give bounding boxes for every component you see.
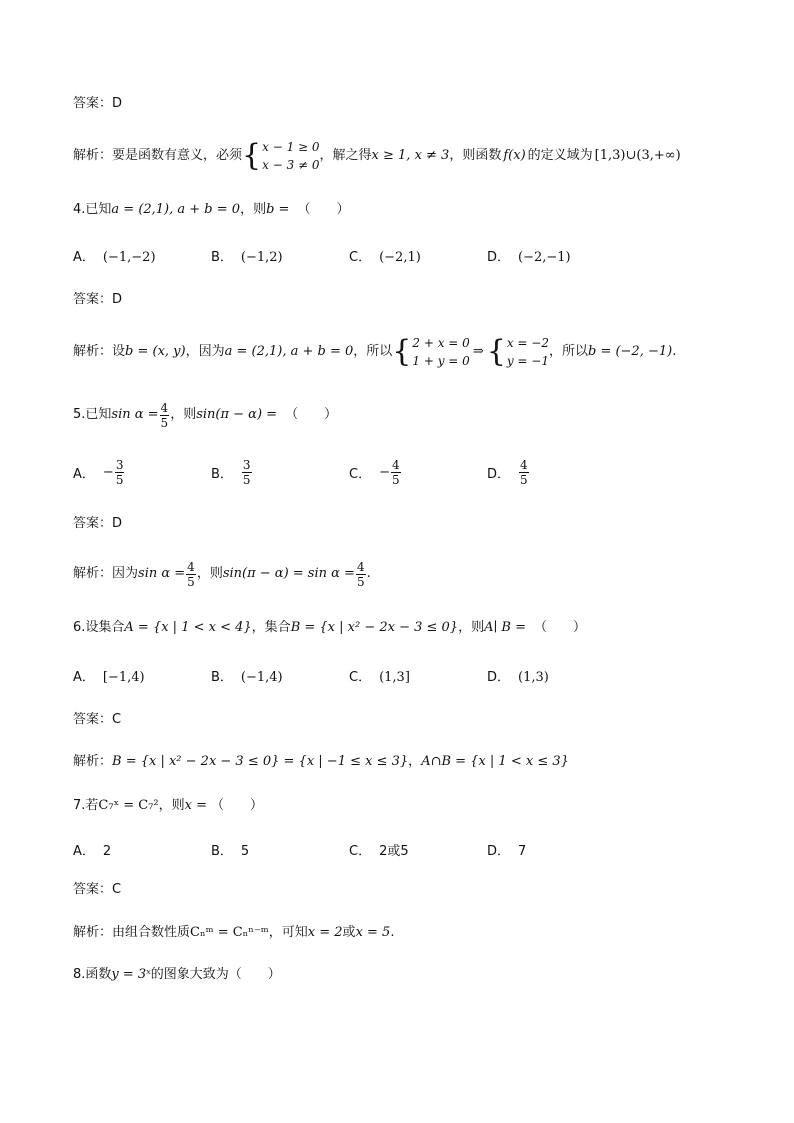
question-number: 4.已知	[73, 202, 112, 217]
q5-stem	[73, 398, 337, 432]
answer-prefix: 答案：	[73, 292, 113, 307]
q6-option-b	[211, 666, 283, 685]
q4-answer-line	[73, 290, 122, 310]
question-number: 6.设集合	[73, 620, 125, 635]
answer-prefix: 答案：	[73, 516, 113, 531]
option-label: A．	[73, 844, 95, 859]
option-label: B．	[211, 250, 233, 265]
math-condition: x ≥ 1, x ≠ 3	[371, 148, 450, 163]
q6-option-c	[349, 666, 410, 685]
answer-value: C	[112, 712, 122, 727]
math-expression: A∣ B =	[484, 620, 526, 635]
answer-value: D	[112, 292, 123, 307]
math-expression: b = (−2, −1)	[587, 344, 673, 359]
option-label: D．	[487, 670, 511, 685]
equation-system	[487, 334, 549, 370]
denominator: 5	[187, 574, 195, 589]
option-label: B．	[211, 467, 233, 482]
analysis-text: ，因为	[185, 344, 225, 359]
question-number: 5.已知	[73, 407, 112, 422]
answer-value: C	[112, 882, 122, 897]
math-expression: y = 3ˣ	[111, 967, 151, 982]
equation-system	[392, 334, 470, 370]
period: .	[672, 344, 677, 359]
stem-text: ，则	[240, 202, 267, 217]
period: .	[390, 925, 395, 940]
option-sign: −	[102, 465, 114, 480]
math-expression: x = 2	[307, 925, 343, 940]
option-value: 2或5	[379, 844, 409, 859]
fraction	[115, 458, 125, 487]
analysis-prefix: 解析：	[73, 754, 113, 769]
q4-option-a	[73, 246, 156, 265]
option-label: D．	[487, 250, 511, 265]
math-expression: sin(π − α) = sin α =	[222, 566, 355, 581]
q4-stem	[73, 200, 349, 220]
analysis-text: ，所以	[353, 344, 393, 359]
math-expression: a = (2,1), a + b = 0	[111, 202, 241, 217]
analysis-text: ，则函数	[449, 148, 502, 163]
math-expression: b = (x, y)	[125, 344, 186, 359]
option-label: C．	[349, 670, 372, 685]
numerator: 4	[356, 559, 365, 574]
option-value: (1,3]	[379, 670, 410, 685]
system-row: x − 1 ≥ 0	[262, 140, 320, 154]
q3-analysis-line	[73, 138, 681, 174]
fraction	[391, 458, 401, 487]
option-label: A．	[73, 250, 95, 265]
stem-text: ，则	[158, 798, 185, 813]
math-expression: sin(π − α) =	[196, 407, 278, 422]
analysis-prefix: 解析：	[73, 925, 113, 940]
option-value: 2	[102, 844, 112, 859]
option-label: A．	[73, 670, 95, 685]
analysis-text: 设	[112, 344, 126, 359]
q5-option-b	[211, 458, 253, 487]
math-function: f(x)	[503, 148, 526, 163]
option-value: (−2,−1)	[518, 250, 571, 265]
analysis-text: 由组合数性质	[112, 925, 191, 940]
answer-prefix: 答案：	[73, 882, 113, 897]
equation-system	[242, 138, 320, 174]
q7-analysis-line	[73, 923, 394, 943]
denominator: 5	[520, 473, 528, 487]
math-expression: a = (2,1), a + b = 0	[224, 344, 354, 359]
q7-option-b	[211, 840, 249, 859]
analysis-text: ，所以	[548, 344, 588, 359]
option-label: A．	[73, 467, 95, 482]
answer-value: D	[112, 96, 123, 111]
q6-answer-line	[73, 710, 121, 730]
q5-option-d	[487, 458, 530, 487]
q5-analysis-line	[73, 557, 371, 591]
math-expression: A∩B = {x | 1 < x ≤ 3}	[421, 754, 569, 769]
q7-option-a	[73, 840, 111, 859]
math-expression: x = 5	[355, 925, 391, 940]
numerator: 3	[242, 458, 251, 472]
option-label: B．	[211, 844, 233, 859]
q5-option-a	[73, 458, 125, 487]
brace: {	[242, 138, 262, 173]
option-label: C．	[349, 467, 372, 482]
q4-option-b	[211, 246, 283, 265]
numerator: 4	[160, 400, 169, 415]
math-expression: B = {x | x² − 2x − 3 ≤ 0} = {x | −1 ≤ x ≤ 3}	[112, 754, 409, 769]
system-row: 1 + y = 0	[412, 354, 470, 368]
analysis-prefix: 解析：	[73, 148, 113, 163]
stem-text: ，则	[170, 407, 197, 422]
q4-option-c	[349, 246, 421, 265]
system-row: x = −2	[506, 336, 549, 350]
option-value: (−1,−2)	[102, 250, 156, 265]
brace: {	[392, 334, 412, 369]
q6-analysis-line	[73, 752, 569, 772]
math-set: B = {x | x² − 2x − 3 ≤ 0}	[290, 620, 459, 635]
math-expression: b =	[266, 202, 290, 217]
analysis-text: 的定义域为	[527, 148, 593, 163]
analysis-text: 要是函数有意义，必须	[112, 148, 243, 163]
answer-blank: （ ）	[533, 620, 586, 635]
option-label: C．	[349, 844, 372, 859]
analysis-text: ，解之得	[319, 148, 372, 163]
math-expression: C₇ˣ = C₇²	[98, 798, 159, 813]
analysis-text: ，则	[196, 566, 223, 581]
fraction	[519, 458, 529, 487]
math-domain: [1,3)∪(3,+∞)	[594, 148, 681, 163]
answer-blank: （ ）	[297, 202, 350, 217]
q5-option-c	[349, 458, 402, 487]
analysis-text: 或	[342, 925, 356, 940]
q8-stem	[73, 965, 281, 985]
fraction	[356, 560, 366, 589]
analysis-text: 因为	[112, 566, 139, 581]
fraction	[160, 401, 170, 430]
denominator: 5	[391, 473, 400, 487]
numerator: 4	[187, 559, 195, 574]
fraction	[242, 458, 252, 487]
question-number: 8.函数	[73, 967, 112, 982]
answer-blank: （ ）	[285, 407, 338, 422]
implies-symbol: ⇒	[472, 344, 484, 359]
answer-prefix: 答案：	[73, 712, 113, 727]
denominator: 5	[242, 473, 251, 487]
q7-option-c	[349, 840, 409, 859]
option-value: 5	[240, 844, 250, 859]
analysis-text: ，可知	[268, 925, 308, 940]
answer-blank: （ ）	[210, 798, 263, 813]
q4-option-d	[487, 246, 571, 265]
numerator: 4	[520, 458, 528, 472]
denominator: 5	[356, 574, 365, 589]
option-value: 7	[518, 844, 527, 859]
denominator: 5	[160, 415, 169, 430]
stem-text: ，则	[458, 620, 485, 635]
system-row: x − 3 ≠ 0	[262, 158, 320, 172]
q3-answer-line	[73, 94, 122, 114]
q6-option-a	[73, 666, 145, 685]
math-expression: Cₙᵐ = Cₙⁿ⁻ᵐ	[190, 925, 269, 940]
numerator: 3	[115, 458, 124, 472]
math-set: A = {x | 1 < x < 4}	[124, 620, 252, 635]
separator: ，	[408, 754, 422, 769]
period: .	[366, 566, 371, 581]
q7-stem	[73, 796, 263, 816]
option-value: (−2,1)	[379, 250, 421, 265]
brace: {	[486, 334, 506, 369]
option-label: D．	[487, 844, 511, 859]
system-row: 2 + x = 0	[412, 336, 470, 350]
option-value: (1,3)	[518, 670, 549, 685]
q6-option-d	[487, 666, 549, 685]
math-expression: sin α =	[138, 566, 186, 581]
q7-answer-line	[73, 880, 121, 900]
question-number: 7.若	[73, 798, 99, 813]
option-value: [−1,4)	[102, 670, 145, 685]
q6-stem	[73, 618, 586, 638]
stem-text: 的图象大致为（ ）	[150, 967, 281, 982]
analysis-prefix: 解析：	[73, 566, 113, 581]
math-expression: sin α =	[111, 407, 159, 422]
option-label: B．	[211, 670, 233, 685]
system-row: y = −1	[506, 354, 549, 368]
numerator: 4	[391, 458, 400, 472]
option-value: (−1,2)	[240, 250, 283, 265]
math-expression: x =	[184, 798, 207, 813]
fraction	[186, 560, 196, 589]
denominator: 5	[115, 473, 124, 487]
q4-analysis-line	[73, 333, 676, 371]
option-value: (−1,4)	[240, 670, 283, 685]
answer-value: D	[112, 516, 123, 531]
option-label: C．	[349, 250, 372, 265]
q5-answer-line	[73, 514, 122, 534]
stem-text: ，集合	[251, 620, 291, 635]
q7-option-d	[487, 840, 526, 859]
option-sign: −	[379, 465, 390, 480]
answer-prefix: 答案：	[73, 96, 113, 111]
option-label: D．	[487, 467, 511, 482]
analysis-prefix: 解析：	[73, 344, 113, 359]
